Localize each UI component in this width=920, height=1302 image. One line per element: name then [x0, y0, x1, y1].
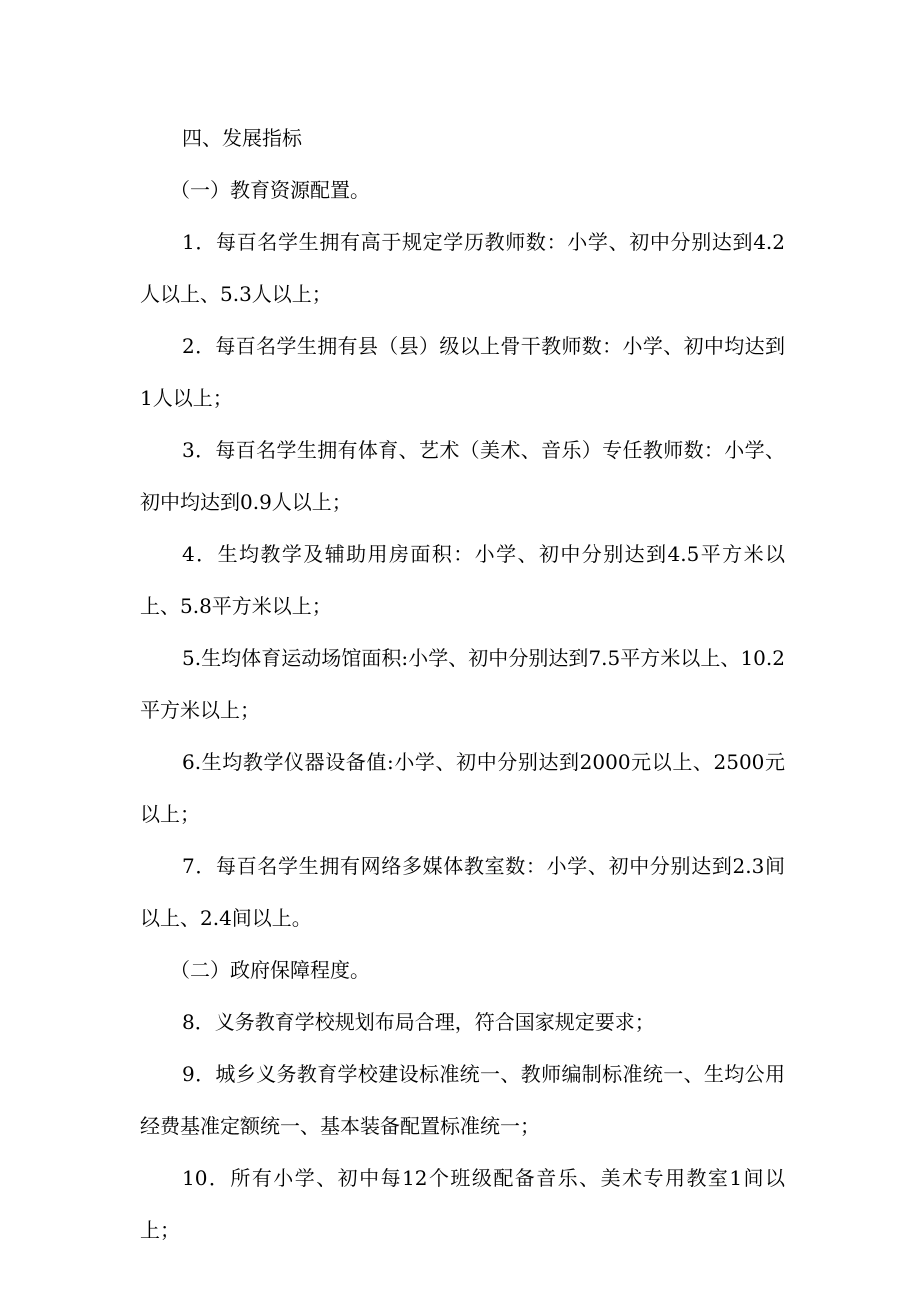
list-item: 1．每百名学生拥有高于规定学历教师数：小学、初中分别达到4.2人以上、5.3人以上； [140, 230, 785, 306]
list-item: 7．每百名学生拥有网络多媒体教室数：小学、初中分别达到2.3间以上、2.4间以上。 [140, 854, 785, 930]
section-title: 四、发展指标 [182, 126, 302, 150]
list-item: 9．城乡义务教育学校建设标准统一、教师编制标准统一、生均公用经费基准定额统一、基本装备配置标准统一； [140, 1062, 785, 1138]
list-item: 5.生均体育运动场馆面积:小学、初中分别达到7.5平方米以上、10.2平方米以上； [140, 646, 785, 722]
subsection-title-government: （二）政府保障程度。 [170, 958, 370, 982]
subsection-title-resources: （一）教育资源配置。 [170, 178, 370, 202]
list-item: 2．每百名学生拥有县（县）级以上骨干教师数：小学、初中均达到1人以上； [140, 334, 785, 410]
document-body [140, 112, 785, 1256]
list-item: 6.生均教学仪器设备值:小学、初中分别达到2000元以上、2500元以上； [140, 750, 785, 826]
list-item: 3．每百名学生拥有体育、艺术（美术、音乐）专任教师数：小学、初中均达到0.9人以上； [140, 438, 785, 514]
list-item: 8．义务教育学校规划布局合理，符合国家规定要求； [182, 1010, 655, 1034]
list-item: 4．生均教学及辅助用房面积：小学、初中分别达到4.5平方米以上、5.8平方米以上； [140, 542, 785, 618]
list-item: 10．所有小学、初中每12个班级配备音乐、美术专用教室1间以上； [140, 1166, 785, 1242]
